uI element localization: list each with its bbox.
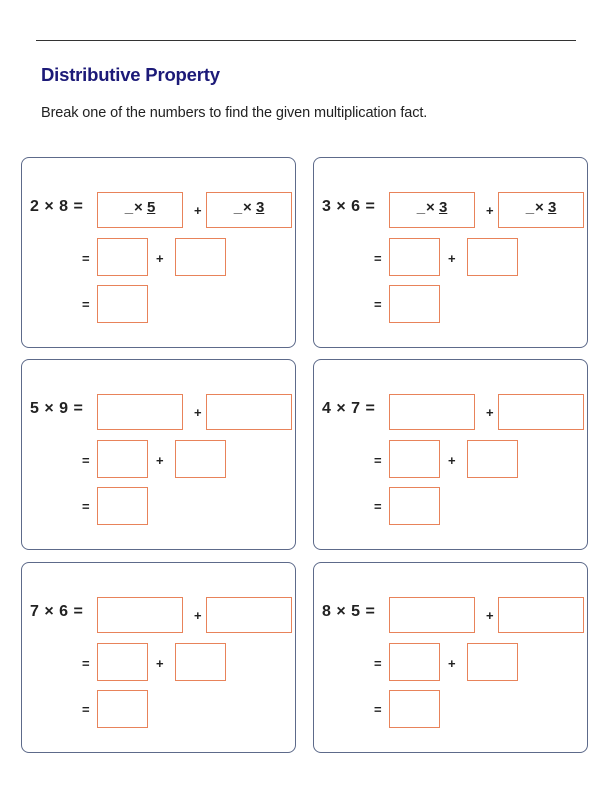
equals-sign: = [82,499,90,514]
problem-panel [21,157,296,348]
final-answer-box[interactable] [389,487,440,525]
plus-sign: + [486,608,494,623]
plus-sign: + [194,203,202,218]
problem-panel [313,562,588,753]
equals-sign: = [82,702,90,717]
first-product-box[interactable] [97,440,148,478]
first-product-box[interactable] [389,238,440,276]
final-answer-box[interactable] [389,690,440,728]
problem-panel [21,359,296,550]
equals-sign: = [82,656,90,671]
problem-panel [313,359,588,550]
second-part-box[interactable] [498,597,584,633]
multiplication-fact: 8 × 5 = [322,603,376,620]
second-part-hint: _× 3 [233,199,265,216]
second-product-box[interactable] [175,440,226,478]
first-part-box[interactable] [97,192,183,228]
page-title: Distributive Property [41,64,220,85]
plus-sign: + [194,405,202,420]
second-product-box[interactable] [467,643,518,681]
instructions: Break one of the numbers to find the given multiplication fact. [41,105,428,121]
equals-sign: = [374,656,382,671]
first-part-hint: _× 3 [416,199,448,216]
first-product-box[interactable] [389,643,440,681]
multiplication-fact: 3 × 6 = [322,198,376,215]
equals-sign: = [82,453,90,468]
first-part-box[interactable] [389,192,475,228]
equals-sign: = [82,297,90,312]
first-part-box[interactable] [389,597,475,633]
second-product-box[interactable] [467,238,518,276]
second-part-box[interactable] [206,394,292,430]
final-answer-box[interactable] [389,285,440,323]
equals-sign: = [374,702,382,717]
plus-sign: + [156,453,164,468]
second-part-box[interactable] [498,192,584,228]
equals-sign: = [374,297,382,312]
second-product-box[interactable] [467,440,518,478]
final-answer-box[interactable] [97,487,148,525]
equals-sign: = [374,453,382,468]
plus-sign: + [486,203,494,218]
multiplication-fact: 7 × 6 = [30,603,84,620]
first-product-box[interactable] [97,238,148,276]
first-part-box[interactable] [97,394,183,430]
plus-sign: + [156,251,164,266]
plus-sign: + [486,405,494,420]
plus-sign: + [448,656,456,671]
second-product-box[interactable] [175,643,226,681]
first-part-box[interactable] [389,394,475,430]
equals-sign: = [374,499,382,514]
problem-panel [313,157,588,348]
multiplication-fact: 5 × 9 = [30,400,84,417]
second-part-box[interactable] [206,192,292,228]
plus-sign: + [194,608,202,623]
multiplication-fact: 2 × 8 = [30,198,84,215]
final-answer-box[interactable] [97,285,148,323]
multiplication-fact: 4 × 7 = [322,400,376,417]
second-product-box[interactable] [175,238,226,276]
equals-sign: = [374,251,382,266]
plus-sign: + [448,251,456,266]
top-rule [36,40,576,41]
first-part-box[interactable] [97,597,183,633]
first-part-hint: _× 5 [124,199,156,216]
second-part-box[interactable] [206,597,292,633]
equals-sign: = [82,251,90,266]
plus-sign: + [156,656,164,671]
first-product-box[interactable] [389,440,440,478]
first-product-box[interactable] [97,643,148,681]
problem-panel [21,562,296,753]
second-part-box[interactable] [498,394,584,430]
second-part-hint: _× 3 [525,199,557,216]
plus-sign: + [448,453,456,468]
final-answer-box[interactable] [97,690,148,728]
